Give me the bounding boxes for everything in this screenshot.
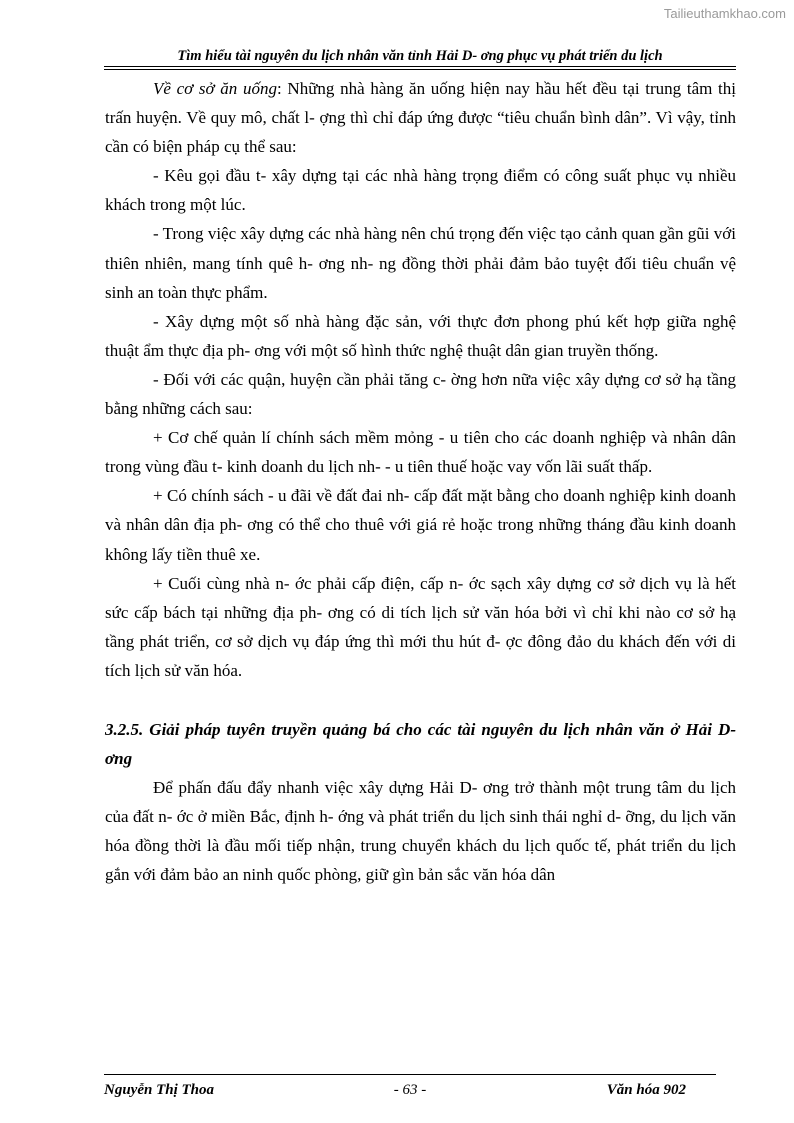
paragraph: - Xây dựng một số nhà hàng đặc sản, với thực đơn phong phú kết hợp giữa nghệ thuật ẩm thực địa ph- ơng với một số hình thức nghệ thuật dân gian truyền thống.	[105, 311, 736, 360]
paragraph: - Đối với các quận, huyện cần phải tăng c- ờng hơn nữa việc xây dựng cơ sở hạ tầng bằng những cách sau:	[105, 369, 736, 419]
lead-paragraph	[105, 74, 736, 161]
footer-rule	[104, 1074, 716, 1075]
section-heading: 3.2.5. Giải pháp tuyên truyền quảng bá cho các tài nguyên du lịch nhân văn ở Hải D- ơng	[105, 719, 736, 768]
body-text	[105, 74, 736, 889]
lead-label: Về cơ sở ăn uống	[153, 79, 277, 98]
header-rule	[104, 66, 736, 67]
paragraph: + Cơ chế quản lí chính sách mềm mỏng - u tiên cho các doanh nghiệp và nhân dân trong vùng đầu t- kinh doanh du lịch nh- - u tiên thuế hoặc vay vốn lãi suất thấp.	[105, 428, 736, 477]
section-paragraph: Để phấn đấu đẩy nhanh việc xây dựng Hải D- ơng trở thành một trung tâm du lịch của đất n- ớc ở miền Bắc, định h- ớng và phát triển du lịch sinh thái nghỉ d- ỡng, du lịch văn hóa đồng thời là đầu mối tiếp nhận, trung chuyển khách du lịch quốc tế, phát triển du lịch gắn với đảm bảo an ninh quốc phòng, giữ gìn bản sắc văn hóa dân	[105, 777, 736, 885]
footer-class: Văn hóa 902	[606, 1082, 686, 1098]
watermark: Tailieuthamkhao.com	[663, 6, 786, 21]
paragraph: + Cuối cùng nhà n- ớc phải cấp điện, cấp n- ớc sạch xây dựng cơ sở dịch vụ là hết sức cấp bách tại những địa ph- ơng có di tích lịch sử văn hóa bởi vì chỉ khi nào cơ sở hạ tầng phát triển, cơ sở dịch vụ đáp ứng thì mới thu hút đ- ợc đông đảo du khách đến với di tích lịch sử văn hóa.	[105, 573, 736, 680]
header-rule-double	[104, 69, 736, 70]
paragraph: - Trong việc xây dựng các nhà hàng nên chú trọng đến việc tạo cảnh quan gần gũi với thiên nhiên, mang tính quê h- ơng nh- ng đồng thời phải đảm bảo tuyệt đối tiêu chuẩn vệ sinh an toàn thực phẩm.	[105, 224, 736, 302]
page-number: - 63 -	[393, 1082, 427, 1098]
footer-author: Nguyễn Thị Thoa	[104, 1082, 215, 1098]
paragraph: - Kêu gọi đầu t- xây dựng tại các nhà hàng trọng điểm có công suất phục vụ nhiều khách trong một lúc.	[105, 166, 736, 215]
paragraph: + Có chính sách - u đãi về đất đai nh- cấp đất mặt bằng cho doanh nghiệp kinh doanh và nhân dân địa ph- ơng có thể cho thuê với giá rẻ hoặc trong những tháng đầu kinh doanh không lấy tiền thuê xe.	[105, 486, 736, 564]
lead-text: : Những nhà hàng ăn uống hiện nay hầu hết đều tại trung tâm thị trấn huyện. Về quy mô, chất l- ợng thì chỉ đáp ứng được “tiêu chuẩn bình dân”. Vì vậy, tỉnh cần có biện pháp cụ thể sau:	[105, 79, 736, 157]
running-header: Tìm hiểu tài nguyên du lịch nhân văn tỉnh Hải D- ơng phục vụ phát triển du lịch	[177, 48, 663, 64]
